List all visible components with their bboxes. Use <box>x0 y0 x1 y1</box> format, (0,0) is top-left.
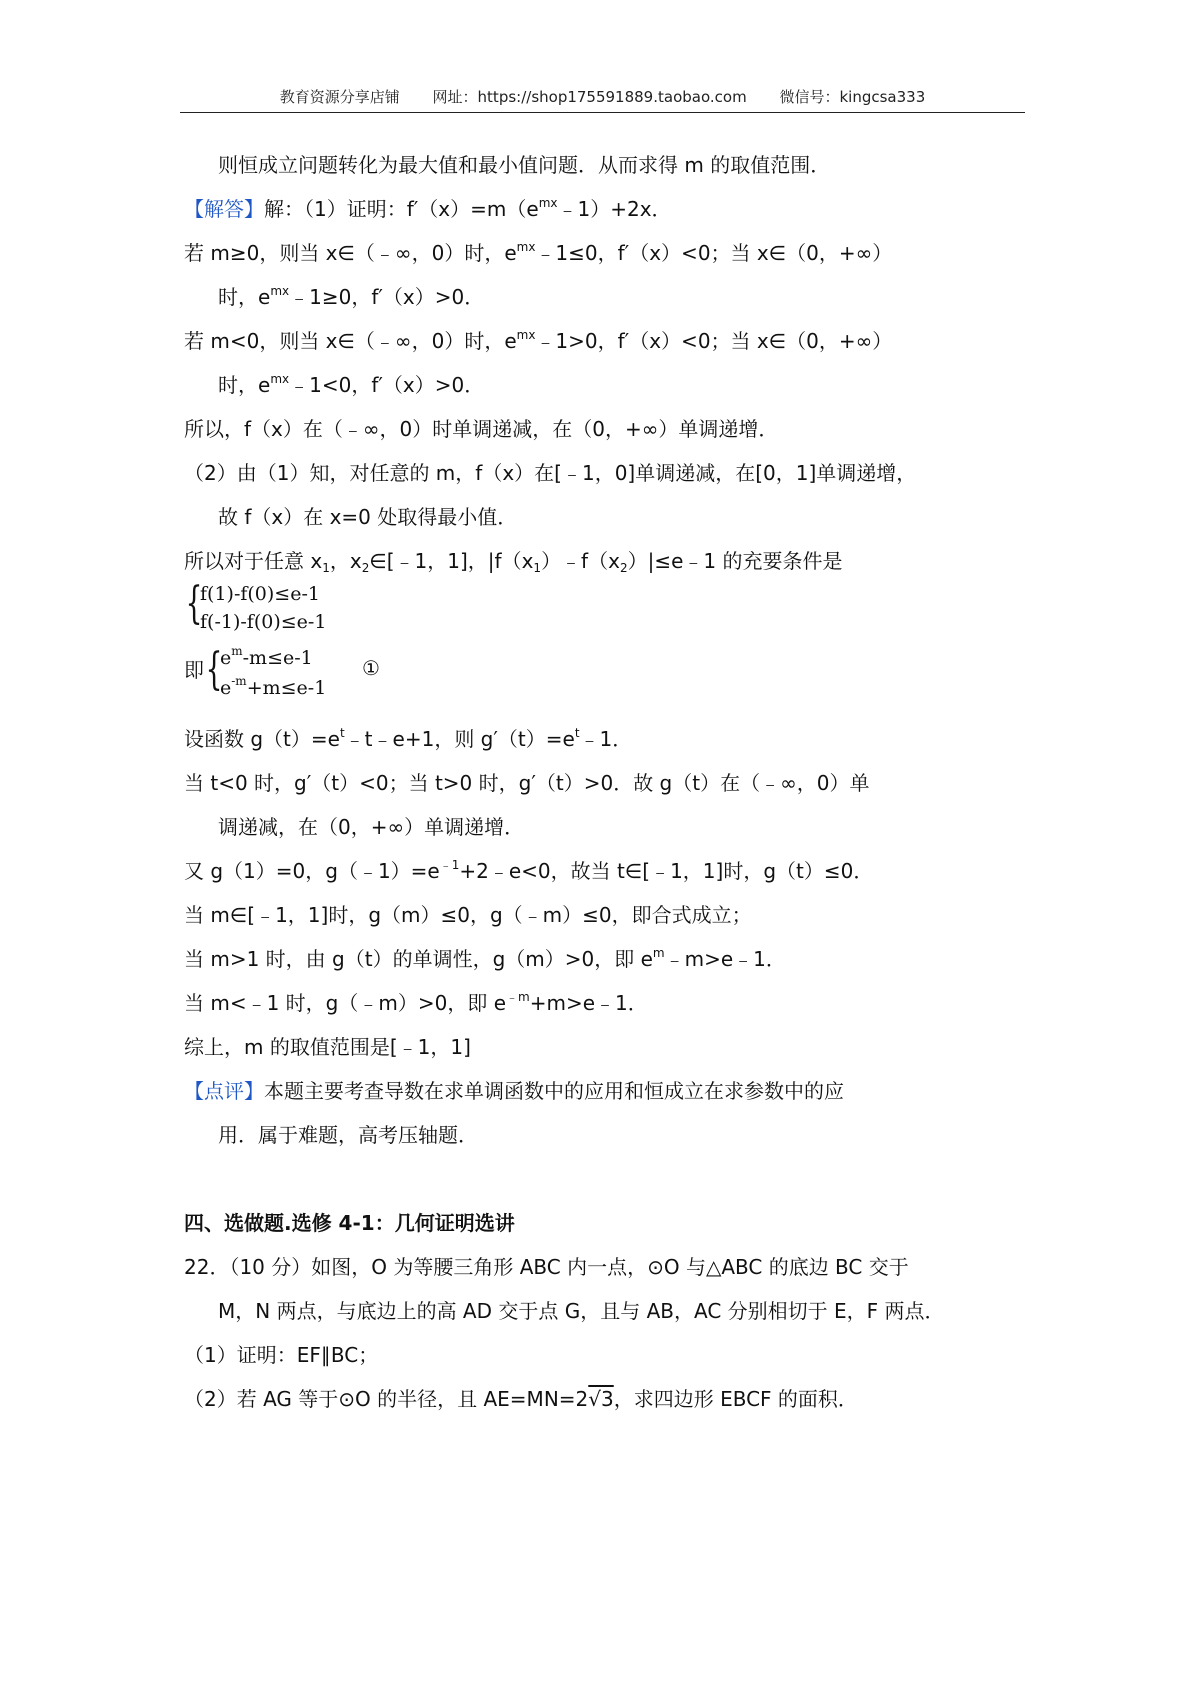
left-brace: { <box>205 644 223 695</box>
text-line: 当 m∈[﹣1，1]时，g（m）≤0，g（﹣m）≤0，即合式成立； <box>184 903 752 927</box>
comment-line: 【点评】本题主要考查导数在求单调函数中的应用和恒成立在求参数中的应 <box>184 1079 844 1103</box>
equation-row: f(-1)-f(0)≤e-1 <box>200 611 327 633</box>
question-line: （1）证明：EF∥BC； <box>184 1343 379 1367</box>
text-line: 当 m>1 时，由 g（t）的单调性，g（m）>0，即 $e^m﹣m>e﹣1$． <box>184 946 786 971</box>
left-brace: { <box>185 578 203 629</box>
text-line: 若 m≥0，则当 x∈（﹣∞，0）时，$e^{mx}﹣1\le 0$，f′（x）<0；当 x∈（0，+∞） <box>184 240 893 265</box>
text-line: 则恒成立问题转化为最大值和最小值问题．从而求得 m 的取值范围． <box>218 153 831 177</box>
question-line: M，N 两点，与底边上的高 AD 交于点 G，且与 AB，AC 分别相切于 E，F 两点． <box>218 1299 945 1323</box>
section-heading: 四、选做题.选修 4-1：几何证明选讲 <box>184 1211 515 1235</box>
answer-tag: 【解答】 <box>184 197 264 221</box>
text-line: 用．属于难题，高考压轴题． <box>218 1123 478 1147</box>
page-header <box>180 86 1025 113</box>
sqrt-three: √3 <box>588 1387 614 1411</box>
text-line: 综上，m 的取值范围是[﹣1，1] <box>184 1035 471 1059</box>
text-line: 故 f（x）在 x=0 处取得最小值． <box>218 505 518 529</box>
text-line: （2）由（1）知，对任意的 m，f（x）在[﹣1，0]单调递减，在[0，1]单调递增， <box>184 461 917 485</box>
text-line: 又 g（1）=0，$g(﹣1)=e^{﹣1}+2﹣e<0$，故当 t∈[﹣1，1]时，g（t）≤0． <box>184 858 874 883</box>
answer-line: 【解答】解：（1）证明：$f'(x)=m(e^{mx}﹣1)+2x$． <box>184 196 672 221</box>
equation-row: f(1)-f(0)≤e-1 <box>200 583 320 605</box>
comment-tag: 【点评】 <box>184 1079 264 1103</box>
circled-one-marker: ① <box>362 656 380 680</box>
text-line: 当 t<0 时，g′（t）<0；当 t>0 时，g′（t）>0．故 g（t）在（﹣∞，0）单 <box>184 771 870 795</box>
equation-row: $e^{-m}+m\le e-1$ <box>220 674 327 699</box>
question-line: 22．（10 分）如图，O 为等腰三角形 ABC 内一点，⊙O 与△ABC 的底边 BC 交于 <box>184 1255 909 1279</box>
question-line: （2）若 AG 等于⊙O 的半径，且 AE=MN=2√3，求四边形 EBCF 的面积． <box>184 1387 858 1411</box>
text-line: 当 m<﹣1 时，g（﹣m）>0，即 $e^{﹣m}+m>e﹣1$． <box>184 990 648 1015</box>
text-line: 所以，f（x）在（﹣∞，0）时单调递减，在（0，+∞）单调递增． <box>184 417 779 441</box>
text-line: 时，$e^{mx}﹣1\ge 0$，f′（x）>0． <box>218 284 485 309</box>
equation-system-2 <box>204 640 444 706</box>
text-line: 调递减，在（0，+∞）单调递增． <box>218 815 525 839</box>
equation-system-1 <box>184 578 444 638</box>
shop-name: 教育资源分享店铺 <box>279 88 400 106</box>
text-line: 所以对于任意 $x_1$，$x_2\in[﹣1$，1]，$|f(x_1)﹣f(x_2)|\le e﹣1$ 的充要条件是 <box>184 549 843 575</box>
equation-row: $e^m-m\le e-1$ <box>220 644 313 669</box>
text-line: 设函数 $g(t)=e^t﹣t﹣e+1$，则 $g'(t)=e^t﹣1$． <box>184 726 633 751</box>
wechat-id: 微信号：kingcsa333 <box>779 88 926 106</box>
text-line: 时，$e^{mx}﹣1<0$，f′（x）>0． <box>218 372 485 397</box>
text-line: 若 m<0，则当 x∈（﹣∞，0）时，$e^{mx}﹣1>0$，f′（x）<0；当 x∈（0，+∞） <box>184 328 893 353</box>
ji-label: 即 <box>184 658 204 682</box>
shop-url: 网址：https://shop175591889.taobao.com <box>432 88 747 106</box>
